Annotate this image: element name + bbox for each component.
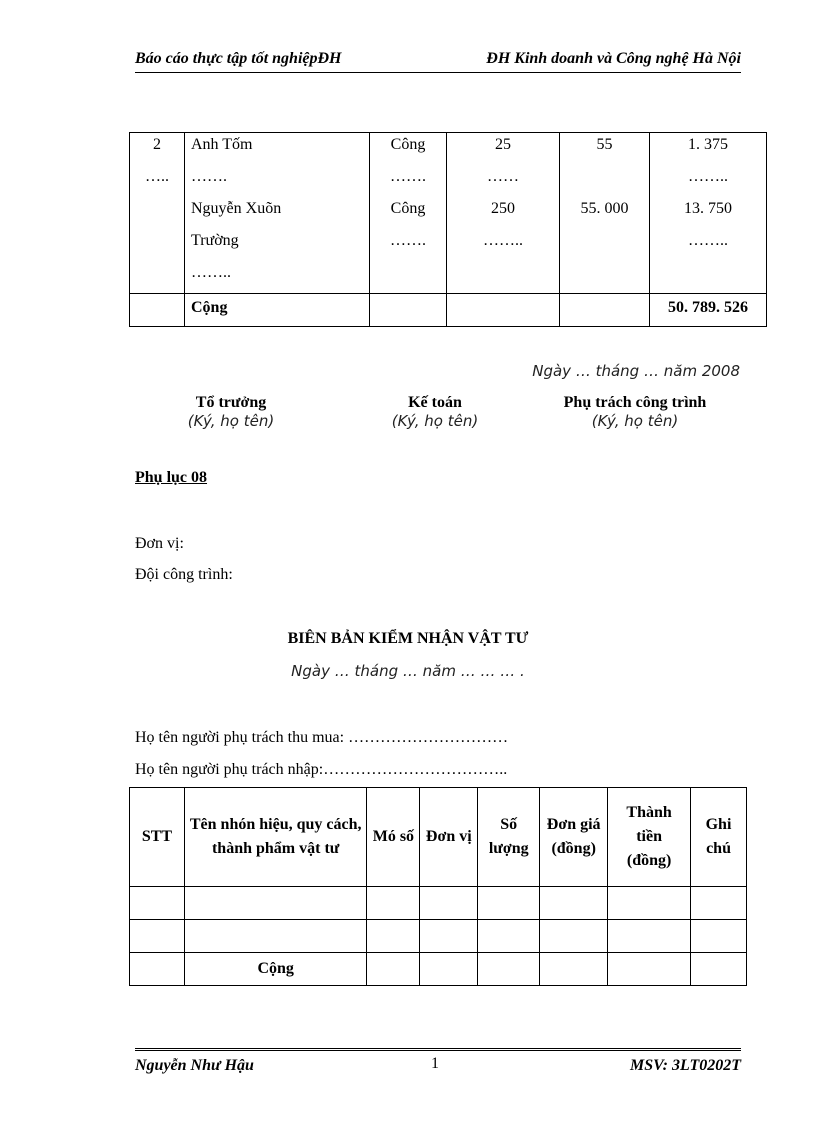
signer-site-manager: Phụ trách công trình (Ký, họ tên): [563, 394, 707, 430]
labor-table: [129, 132, 767, 327]
col-header: STT: [130, 788, 185, 887]
col-header: Đơn giá (đồng): [540, 788, 608, 887]
price-cell: 55 55. 000: [560, 133, 650, 294]
table-row: [130, 133, 767, 294]
stt-cell: 2 …..: [130, 133, 185, 294]
quantity-cell: 25 …… 250 ……..: [447, 133, 560, 294]
total-label: Cộng: [184, 953, 366, 986]
receiver-line: Họ tên người phụ trách nhập:……………………………..: [135, 761, 508, 778]
total-row: [130, 953, 747, 986]
name-cell: Anh Tốm ……. Nguyễn Xuõn Trường ……..: [185, 133, 370, 294]
inspection-table: [129, 787, 747, 986]
table-row: [130, 887, 747, 920]
total-label: Cộng: [185, 294, 370, 327]
col-header: Số lượng: [478, 788, 540, 887]
col-header: Đơn vị: [420, 788, 478, 887]
footer-author: Nguyễn Như Hậu: [135, 1057, 254, 1074]
signer-team-leader: Tổ trưởng (Ký, họ tên): [187, 394, 275, 430]
table-row: [130, 920, 747, 953]
total-row: [130, 294, 767, 327]
page-number: 1: [431, 1055, 439, 1072]
col-header: Thành tiền (đồng): [608, 788, 691, 887]
unit-label: Đơn vị:: [135, 535, 184, 552]
page-footer: [135, 1048, 741, 1081]
signer-accountant: Kế toán (Ký, họ tên): [391, 394, 479, 430]
buyer-line: Họ tên người phụ trách thu mua: …………………………: [135, 729, 509, 746]
table-header-row: [130, 788, 747, 887]
header-university: ĐH Kinh doanh và Công nghệ Hà Nội: [486, 50, 741, 67]
document-title: BIÊN BẢN KIỂM NHẬN VẬT TƯ: [287, 630, 529, 647]
team-label: Đội công trình:: [135, 566, 233, 583]
appendix-title: Phụ lục 08: [135, 469, 208, 486]
footer-student-id: MSV: 3LT0202T: [630, 1057, 741, 1074]
amount-cell: 1. 375 …….. 13. 750 ……..: [650, 133, 767, 294]
header-report-title: Báo cáo thực tập tốt nghiệpĐH: [135, 50, 342, 67]
total-value: 50. 789. 526: [650, 294, 767, 327]
col-header: Tên nhón hiệu, quy cách, thành phẩm vật tư: [184, 788, 366, 887]
unit-cell: Công ……. Công …….: [370, 133, 447, 294]
col-header: Ghi chú: [691, 788, 747, 887]
page-header: [135, 48, 741, 73]
col-header: Mó số: [367, 788, 420, 887]
signature-date: Ngày … tháng … năm 2008: [532, 362, 740, 380]
document-date: Ngày … tháng … năm … … … .: [291, 662, 525, 680]
